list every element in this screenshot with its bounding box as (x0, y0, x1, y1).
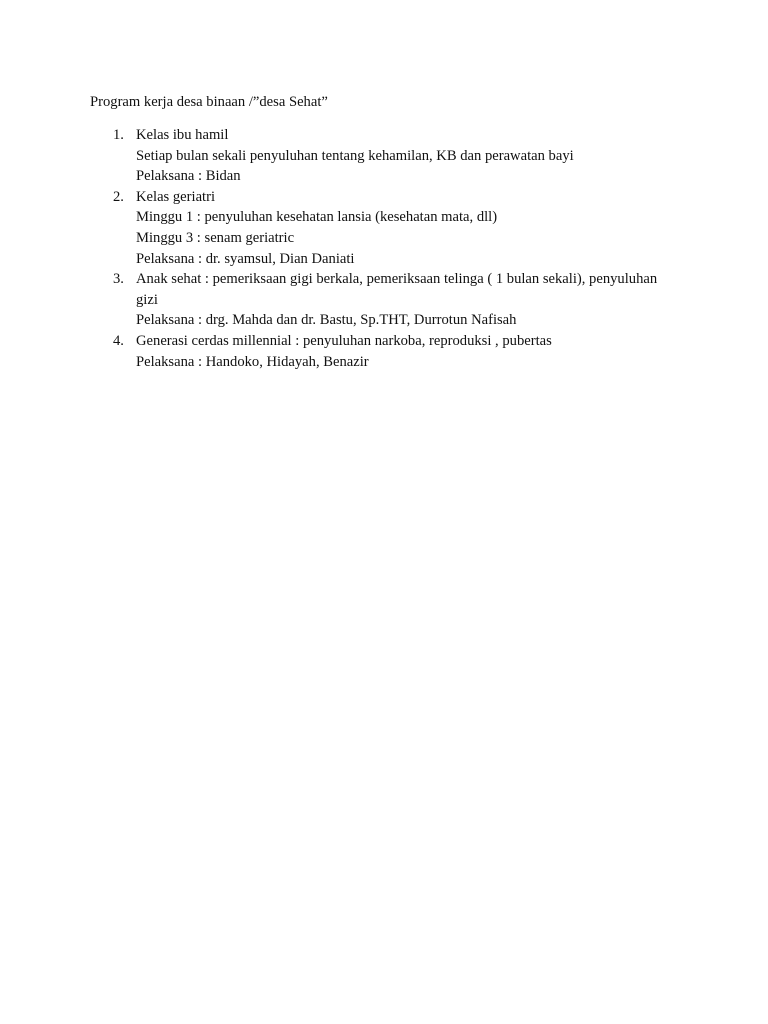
program-item-1 (0, 125, 768, 187)
item-heading: Kelas geriatri (136, 188, 216, 205)
item-number: 1. (113, 127, 124, 143)
item-detail: Pelaksana : Handoko, Hidayah, Benazir (136, 353, 369, 370)
program-list (0, 125, 768, 372)
item-heading: Generasi cerdas millennial : penyuluhan narkoba, reproduksi , pubertas (136, 332, 552, 349)
item-detail: Pelaksana : drg. Mahda dan dr. Bastu, Sp.THT, Durrotun Nafisah (136, 312, 517, 329)
item-number: 4. (113, 332, 124, 349)
item-detail: Minggu 1 : penyuluhan kesehatan lansia (kesehatan mata, dll) (136, 209, 498, 226)
item-number: 2. (113, 188, 124, 205)
item-detail: Pelaksana : dr. syamsul, Dian Daniati (136, 250, 355, 267)
item-heading: Kelas ibu hamil (136, 127, 229, 143)
item-detail: Setiap bulan sekali penyuluhan tentang kehamilan, KB dan perawatan bayi (136, 147, 574, 164)
program-item-3 (0, 269, 768, 331)
document-title: Program kerja desa binaan /”desa Sehat” (90, 94, 328, 110)
item-detail: Pelaksana : Bidan (136, 168, 241, 185)
program-item-4 (0, 331, 768, 372)
program-item-2 (0, 187, 768, 269)
item-number: 3. (113, 271, 124, 288)
item-detail: Minggu 3 : senam geriatric (136, 229, 295, 246)
item-heading: Anak sehat : pemeriksaan gigi berkala, pemeriksaan telinga ( 1 bulan sekali), penyuluhan gizi (136, 271, 658, 308)
